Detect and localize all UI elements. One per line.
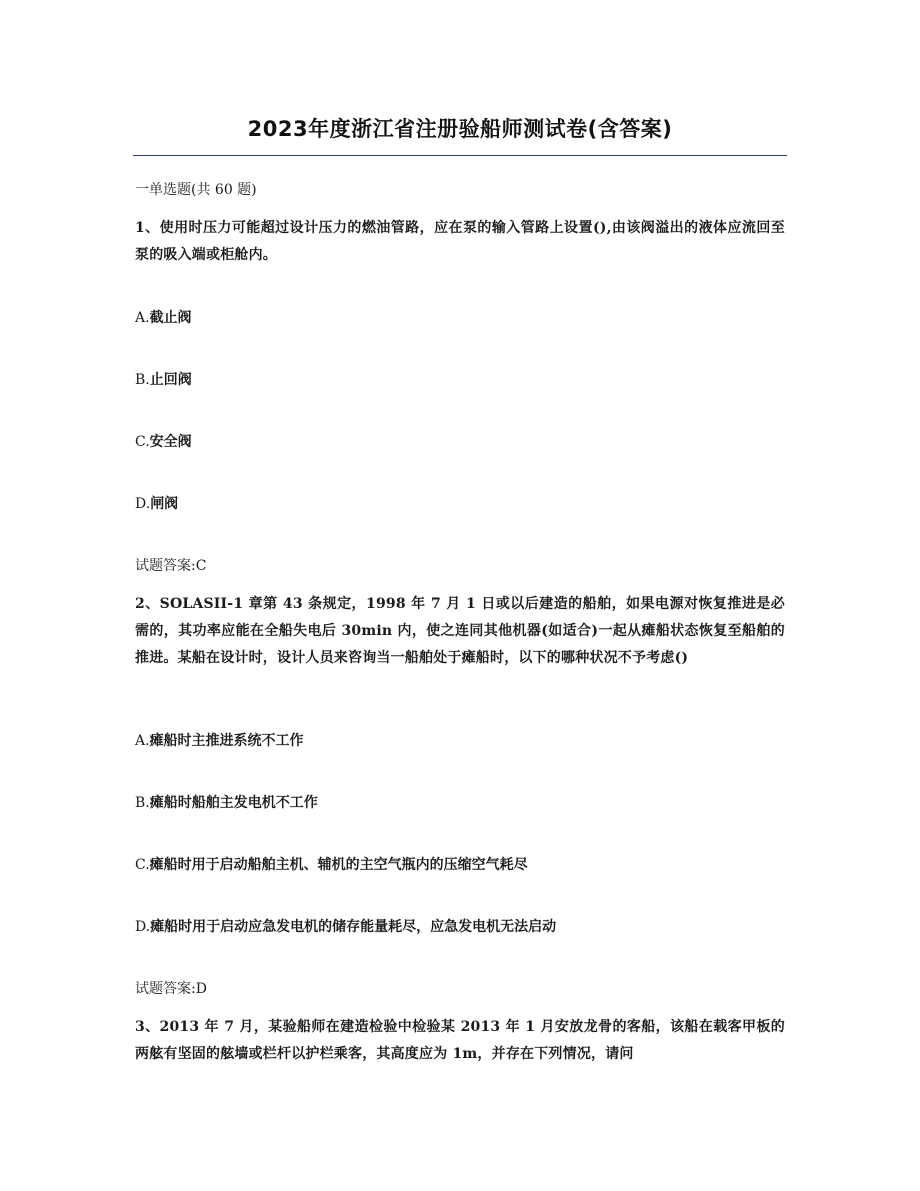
question-2-option-a <box>135 732 785 750</box>
question-1-option-d <box>135 495 785 513</box>
option-letter: A. <box>135 733 150 749</box>
question-1-text: 1、使用时压力可能超过设计压力的燃油管路，应在泵的输入管路上设置(),由该阀溢出的液体应流回至泵的吸入端或柜舱内。 <box>135 220 785 263</box>
question-1-option-c <box>135 433 785 451</box>
question-1-option-a <box>135 309 785 327</box>
document-title: 2023年度浙江省注册验船师测试卷(含答案) <box>247 117 673 141</box>
title-divider <box>133 155 787 156</box>
option-text: 安全阀 <box>149 434 192 450</box>
option-text: 瘫船时船舶主发电机不工作 <box>149 795 318 811</box>
option-text: 闸阀 <box>150 496 179 512</box>
option-letter: C. <box>135 434 150 450</box>
option-letter: D. <box>135 919 151 935</box>
option-text: 截止阀 <box>149 310 192 326</box>
question-1-option-b <box>135 371 785 389</box>
question-2-option-b <box>135 794 785 812</box>
option-letter: B. <box>135 372 150 388</box>
option-text: 瘫船时用于启动船舶主机、辅机的主空气瓶内的压缩空气耗尽 <box>149 857 528 873</box>
option-letter: D. <box>135 496 151 512</box>
question-2-answer: 试题答案:D <box>135 981 207 997</box>
question-2-option-c <box>135 856 785 874</box>
question-2-text: 2、SOLASII-1 章第 43 条规定，1998 年 7 月 1 日或以后建造的船舶，如果电源对恢复推进是必需的，其功率应能在全船失电后 30min 内，使之连同其他机器(如适合)一起从瘫船状态恢复至船舶的推进。某船在设计时，设计人员来咨询当一船舶处于瘫船时，以下的哪种状况不予考虑() <box>135 596 785 666</box>
option-letter: A. <box>135 310 150 326</box>
section-heading: 一单选题(共 60 题) <box>135 182 257 198</box>
question-3-text: 3、2013 年 7 月，某验船师在建造检验中检验某 2013 年 1 月安放龙骨的客船，该船在载客甲板的两舷有坚固的舷墙或栏杆以护栏乘客，其高度应为 1m，并存在下列情况，请问 <box>135 1019 785 1062</box>
option-letter: B. <box>135 795 150 811</box>
option-text: 瘫船时主推进系统不工作 <box>149 733 304 749</box>
option-text: 瘫船时用于启动应急发电机的储存能量耗尽，应急发电机无法启动 <box>150 919 557 935</box>
option-letter: C. <box>135 857 150 873</box>
option-text: 止回阀 <box>149 372 192 388</box>
question-2-option-d <box>135 918 785 936</box>
question-1-answer: 试题答案:C <box>135 558 207 574</box>
